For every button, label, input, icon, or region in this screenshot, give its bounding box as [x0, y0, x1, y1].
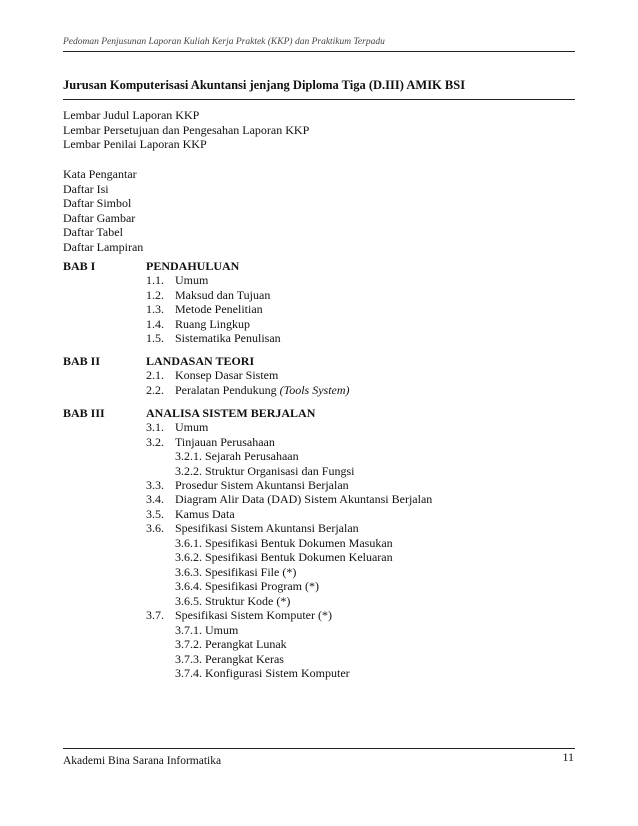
- section-number: 1.1.: [146, 273, 164, 287]
- section-number: 1.2.: [146, 288, 164, 302]
- subsection-title: 3.7.4. Konfigurasi Sistem Komputer: [175, 666, 350, 680]
- section-title: Spesifikasi Sistem Akuntansi Berjalan: [175, 521, 359, 535]
- chapter-label: BAB II: [63, 354, 101, 368]
- preliminary-item: Daftar Simbol: [63, 196, 132, 211]
- subsection-title: 3.7.3. Perangkat Keras: [175, 652, 284, 666]
- footer-rule: [63, 748, 575, 749]
- subsection-title: 3.6.5. Struktur Kode (*): [175, 594, 291, 608]
- subsection-title: 3.2.1. Sejarah Perusahaan: [175, 449, 299, 463]
- section-title: Diagram Alir Data (DAD) Sistem Akuntansi Berjalan: [175, 492, 433, 506]
- section-number: 3.5.: [146, 507, 164, 521]
- front-matter-item: Lembar Persetujuan dan Pengesahan Laporan KKP: [63, 122, 310, 137]
- section-title: Metode Penelitian: [175, 302, 263, 316]
- subsection-title: 3.6.4. Spesifikasi Program (*): [175, 579, 319, 593]
- chapter-label: BAB III: [63, 406, 105, 420]
- subsection-title: 3.6.2. Spesifikasi Bentuk Dokumen Keluaran: [175, 550, 393, 564]
- section-number: 2.1.: [146, 368, 164, 382]
- section-number: 2.2.: [146, 383, 164, 397]
- department-subtitle: Jurusan Komputerisasi Akuntansi jenjang Diploma Tiga (D.III) AMIK BSI: [63, 78, 466, 92]
- header-rule: [63, 51, 575, 52]
- section-title: Konsep Dasar Sistem: [175, 368, 279, 382]
- subsection-title: 3.7.2. Perangkat Lunak: [175, 637, 287, 651]
- section-title: Kamus Data: [175, 507, 235, 521]
- section-title: Umum: [175, 273, 209, 287]
- section-number: 1.4.: [146, 317, 164, 331]
- section-number: 3.1.: [146, 420, 164, 434]
- section-number: 3.2.: [146, 435, 164, 449]
- chapter-label: BAB I: [63, 259, 96, 273]
- preliminary-item: Kata Pengantar: [63, 167, 137, 181]
- section-title: Maksud dan Tujuan: [175, 288, 271, 302]
- page-number: 11: [562, 750, 574, 764]
- front-matter-item: Lembar Penilai Laporan KKP: [63, 137, 207, 152]
- section-title: Ruang Lingkup: [175, 317, 250, 331]
- front-matter-item: Lembar Judul Laporan KKP: [63, 108, 200, 122]
- section-number: 1.3.: [146, 302, 164, 316]
- section-title: [175, 383, 350, 397]
- section-number: 3.7.: [146, 608, 164, 622]
- chapter-title: LANDASAN TEORI: [146, 354, 255, 368]
- section-number: 1.5.: [146, 331, 164, 345]
- section-number: 3.3.: [146, 478, 164, 492]
- front-matter-list: [63, 108, 309, 152]
- section-title-text: Peralatan Pendukung: [175, 383, 277, 397]
- section-title: Sistematika Penulisan: [175, 331, 281, 345]
- preliminary-item: Daftar Tabel: [63, 225, 123, 240]
- preliminary-list: [63, 167, 143, 255]
- chapter-title: ANALISA SISTEM BERJALAN: [146, 406, 316, 420]
- subsection-title: 3.6.3. Spesifikasi File (*): [175, 565, 297, 579]
- section-number: 3.6.: [146, 521, 164, 535]
- section-title-italic: (Tools System): [279, 383, 350, 397]
- preliminary-item: Daftar Gambar: [63, 210, 136, 225]
- section-title: Spesifikasi Sistem Komputer (*): [175, 608, 332, 622]
- running-header: Pedoman Penjusunan Laporan Kuliah Kerja Praktek (KKP) dan Praktikum Terpadu: [63, 37, 385, 47]
- preliminary-item: Daftar Lampiran: [63, 239, 144, 254]
- preliminary-item: Daftar Isi: [63, 181, 109, 196]
- subtitle-rule: [63, 99, 575, 100]
- subsection-title: 3.7.1. Umum: [175, 623, 239, 637]
- section-title: Tinjauan Perusahaan: [175, 435, 275, 449]
- subsection-title: 3.6.1. Spesifikasi Bentuk Dokumen Masukan: [175, 536, 393, 550]
- section-title: Prosedur Sistem Akuntansi Berjalan: [175, 478, 349, 492]
- chapter-title: PENDAHULUAN: [146, 259, 240, 273]
- section-title: Umum: [175, 420, 209, 434]
- subsection-title: 3.2.2. Struktur Organisasi dan Fungsi: [175, 464, 355, 478]
- section-number: 3.4.: [146, 492, 164, 506]
- footer-institution: Akademi Bina Sarana Informatika: [63, 755, 222, 767]
